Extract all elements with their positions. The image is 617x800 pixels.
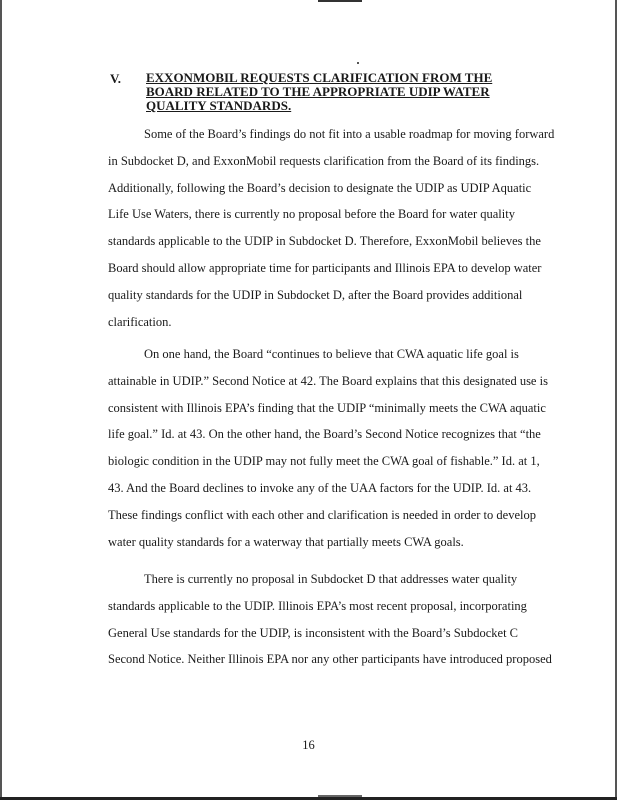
paragraph-line: quality standards for the UDIP in Subdocket D, after the Board provides additional — [108, 287, 523, 302]
paragraph-line: Board should allow appropriate time for participants and Illinois EPA to develop water — [108, 260, 542, 275]
paragraph-line: General Use standards for the UDIP, is inconsistent with the Board’s Subdocket C — [108, 625, 519, 640]
paragraph-line: consistent with Illinois EPA’s finding that the UDIP “minimally meets the CWA aquatic — [108, 400, 546, 415]
paragraph-line: standards applicable to the UDIP in Subdocket D. Therefore, ExxonMobil believes the — [108, 234, 541, 249]
paragraph-line: These findings conflict with each other and clarification is needed in order to develop — [108, 507, 536, 522]
paragraph-line: On one hand, the Board “continues to believe that CWA aquatic life goal is — [144, 347, 519, 361]
paragraph-2 — [108, 341, 548, 555]
paragraph-line: water quality standards for a waterway that partially meets CWA goals. — [108, 534, 464, 549]
paragraph-line: There is currently no proposal in Subdocket D that addresses water quality — [144, 572, 518, 586]
paragraph-1 — [108, 121, 555, 335]
paragraph-line: Some of the Board’s findings do not fit into a usable roadmap for moving forward — [144, 127, 555, 141]
paragraph-line: clarification. — [108, 314, 172, 329]
scan-mark-top — [318, 0, 362, 2]
paragraph-line: Second Notice. Neither Illinois EPA nor any other participants have introduced proposed — [108, 652, 552, 667]
paragraph-line: Additionally, following the Board’s decision to designate the UDIP as UDIP Aquatic — [108, 180, 532, 195]
page-number: 16 — [302, 738, 315, 752]
paragraph-line: 43. And the Board declines to invoke any of the UAA factors for the UDIP. Id. at 43. — [108, 480, 532, 495]
paragraph-3 — [108, 566, 552, 673]
paragraph-line: Life Use Waters, there is currently no proposal before the Board for water quality — [108, 207, 515, 222]
paragraph-line: biologic condition in the UDIP may not fully meet the CWA goal of fishable.” Id. at 1, — [108, 454, 540, 469]
scan-mark-bottom — [318, 795, 362, 797]
paragraph-line: in Subdocket D, and ExxonMobil requests clarification from the Board of its findings. — [108, 153, 540, 168]
paragraph-line: attainable in UDIP.” Second Notice at 42. The Board explains that this designated use is — [108, 373, 548, 388]
section-number: V. — [110, 71, 121, 86]
section-title: EXXONMOBIL REQUESTS CLARIFICATION FROM THE BOARD RELATED TO THE APPROPRIATE UDIP WATER QUALITY STANDARDS. — [146, 70, 493, 113]
scan-speck — [357, 62, 359, 64]
paragraph-line: standards applicable to the UDIP. Illinois EPA’s most recent proposal, incorporating — [108, 598, 527, 613]
paragraph-line: life goal.” Id. at 43. On the other hand, the Board’s Second Notice recognizes that “the — [108, 427, 541, 442]
scan-edge-left — [0, 0, 2, 800]
